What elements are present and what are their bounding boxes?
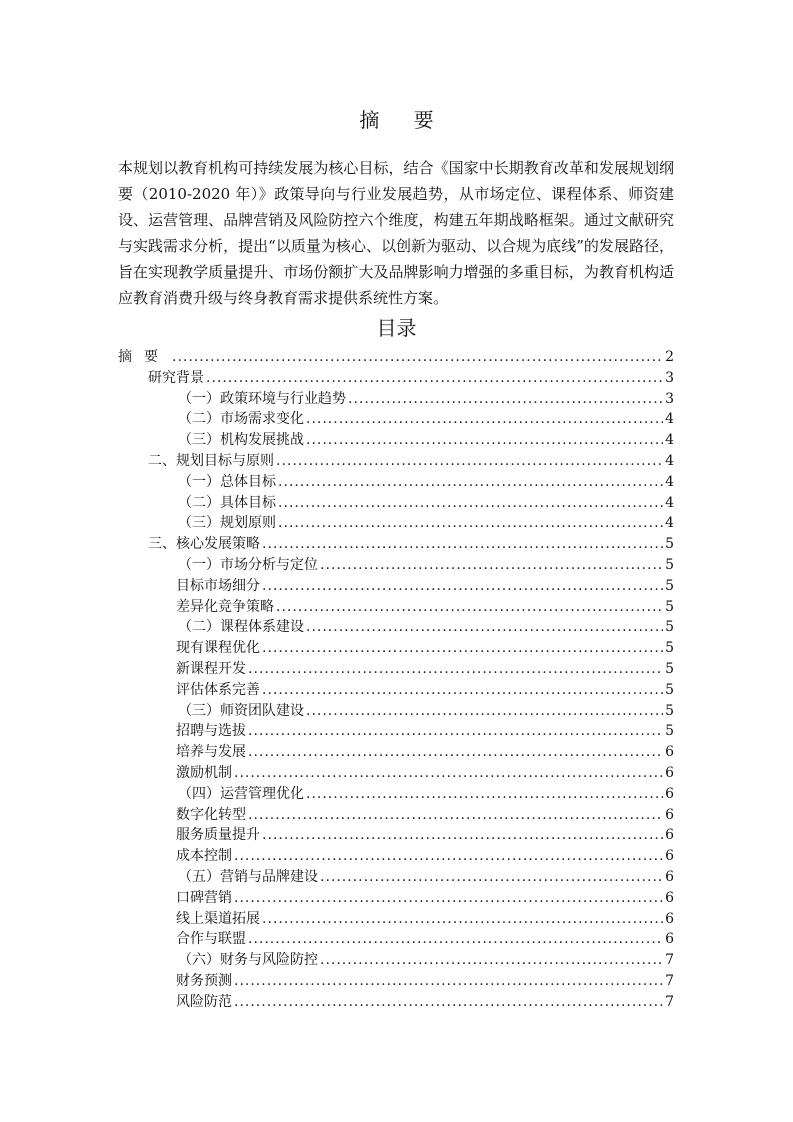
toc-entry-page: 7 (665, 993, 674, 1010)
toc-entry[interactable] (118, 992, 674, 1013)
toc-entry-page: 5 (665, 723, 674, 740)
toc-entry-label: （三）规划原则 (178, 515, 276, 532)
toc-entry[interactable] (118, 451, 674, 472)
toc-dot-leader (320, 555, 663, 576)
toc-entry-label: （二）课程体系建设 (178, 619, 304, 636)
toc-entry[interactable] (118, 909, 674, 930)
toc-entry[interactable] (118, 513, 674, 534)
toc-dot-leader (276, 597, 663, 618)
toc-entry[interactable] (118, 597, 674, 618)
toc-entry[interactable] (118, 929, 674, 950)
toc-entry[interactable] (118, 430, 674, 451)
toc-dot-leader (234, 971, 663, 992)
toc-entry-label: 培养与发展 (176, 744, 246, 761)
toc-entry-label: 评估体系完善 (176, 681, 260, 698)
toc-dot-leader (306, 617, 663, 638)
toc-dot-leader (248, 721, 663, 742)
toc-entry-page: 5 (665, 640, 674, 657)
toc-entry-label: （二）市场需求变化 (178, 411, 304, 428)
toc-entry-label: 口碑营销 (176, 889, 232, 906)
toc-dot-leader (234, 992, 663, 1013)
toc-entry[interactable] (118, 638, 674, 659)
toc-entry-page: 5 (665, 660, 674, 677)
toc-entry-page: 4 (665, 494, 674, 511)
toc-dot-leader (248, 805, 663, 826)
toc-dot-leader (320, 950, 663, 971)
toc-entry-page: 7 (665, 972, 674, 989)
toc-entry-label: 成本控制 (176, 848, 232, 865)
toc-entry-page: 4 (665, 452, 674, 469)
toc-dot-leader (234, 846, 663, 867)
toc-dot-leader (278, 493, 663, 514)
toc-entry-page: 5 (665, 556, 674, 573)
toc-entry[interactable] (118, 555, 674, 576)
toc-entry[interactable] (118, 721, 674, 742)
toc-dot-leader (248, 659, 663, 680)
toc-entry-label: 目标市场细分 (176, 577, 260, 594)
toc-entry[interactable] (118, 534, 674, 555)
toc-entry[interactable] (118, 867, 674, 888)
toc-entry-label: （三）师资团队建设 (178, 702, 304, 719)
toc-entry[interactable] (118, 493, 674, 514)
toc-entry-label: 服务质量提升 (176, 827, 260, 844)
toc-dot-leader (262, 825, 663, 846)
toc-entry[interactable] (118, 742, 674, 763)
toc-entry-label: 三、核心发展策略 (148, 536, 260, 553)
toc-dot-leader (306, 784, 663, 805)
toc-dot-leader (278, 513, 663, 534)
toc-entry[interactable] (118, 825, 674, 846)
toc-entry-label: 风险防范 (176, 993, 232, 1010)
abstract-body: 本规划以教育机构可持续发展为核心目标，结合《国家中长期教育改革和发展规划纲要（2010-2020 年）》政策导向与行业发展趋势，从市场定位、课程体系、师资建设、运营管理、品牌营销及风险防控六个维度，构建五年期战略框架。通过文献研究与实践需求分析，提出“以质量为核心、以创新为驱动、以合规为底线”的发展路径，旨在实现教学质量提升、市场份额扩大及品牌影响力增强的多重目标，为教育机构适应教育消费升级与终身教育需求提供系统性方案。 (118, 159, 674, 307)
toc-entry-page: 6 (665, 827, 674, 844)
toc-dot-leader (172, 347, 663, 368)
toc-entry[interactable] (118, 472, 674, 493)
toc-entry[interactable] (118, 368, 674, 389)
toc-entry-label: （二）具体目标 (178, 494, 276, 511)
toc-entry-label: 现有课程优化 (176, 640, 260, 657)
toc-entry-label: （四）运营管理优化 (178, 785, 304, 802)
toc-entry-label: 激励机制 (176, 764, 232, 781)
toc-dot-leader (278, 472, 663, 493)
toc-entry-label: （六）财务与风险防控 (178, 952, 318, 969)
toc-entry-page: 3 (665, 369, 674, 386)
abstract-title: 摘 要 (359, 108, 448, 132)
toc-entry-page: 6 (665, 931, 674, 948)
toc-entry-label: （三）机构发展挑战 (178, 432, 304, 449)
toc-entry-label: 数字化转型 (176, 806, 246, 823)
toc-entry-page: 7 (665, 952, 674, 969)
toc-entry-page: 6 (665, 868, 674, 885)
toc-dot-leader (262, 680, 663, 701)
toc-entry[interactable] (118, 659, 674, 680)
toc-entry[interactable] (118, 347, 674, 368)
toc-dot-leader (262, 909, 663, 930)
toc-entry-label: 线上渠道拓展 (176, 910, 260, 927)
toc-entry-label: 二、规划目标与原则 (148, 452, 274, 469)
toc-dot-leader (248, 742, 663, 763)
toc-dot-leader (348, 389, 663, 410)
toc-entry-label: 摘要 (118, 349, 170, 365)
toc-entry[interactable] (118, 617, 674, 638)
toc-title: 目录 (376, 316, 417, 340)
toc-entry-page: 4 (665, 411, 674, 428)
toc-dot-leader (248, 929, 663, 950)
table-of-contents (118, 347, 674, 1013)
toc-dot-leader (234, 888, 663, 909)
toc-entry[interactable] (118, 576, 674, 597)
toc-entry[interactable] (118, 784, 674, 805)
toc-entry-page: 4 (665, 432, 674, 449)
toc-entry[interactable] (118, 971, 674, 992)
toc-entry-label: 财务预测 (176, 972, 232, 989)
toc-entry-page: 4 (665, 473, 674, 490)
toc-entry[interactable] (118, 389, 674, 410)
toc-entry-page: 5 (665, 536, 674, 553)
toc-entry-page: 3 (665, 390, 674, 407)
toc-entry-page: 6 (665, 910, 674, 927)
toc-entry[interactable] (118, 805, 674, 826)
toc-entry-page: 6 (665, 889, 674, 906)
toc-entry[interactable] (118, 950, 674, 971)
toc-entry-label: 研究背景 (148, 369, 204, 386)
toc-entry[interactable] (118, 888, 674, 909)
toc-entry[interactable] (118, 763, 674, 784)
toc-dot-leader (306, 430, 663, 451)
toc-entry-page: 5 (665, 598, 674, 615)
toc-dot-leader (206, 368, 663, 389)
toc-dot-leader (306, 701, 663, 722)
toc-entry-page: 2 (665, 349, 674, 365)
toc-entry-label: 差异化竞争策略 (176, 598, 274, 615)
toc-entry[interactable] (118, 409, 674, 430)
toc-entry-page: 6 (665, 785, 674, 802)
toc-entry-page: 5 (665, 577, 674, 594)
toc-dot-leader (262, 534, 663, 555)
toc-entry[interactable] (118, 680, 674, 701)
toc-dot-leader (262, 576, 663, 597)
toc-entry-page: 6 (665, 764, 674, 781)
toc-entry-page: 5 (665, 619, 674, 636)
toc-entry-page: 6 (665, 806, 674, 823)
toc-entry-page: 6 (665, 744, 674, 761)
toc-dot-leader (262, 638, 663, 659)
toc-entry-page: 5 (665, 702, 674, 719)
toc-dot-leader (320, 867, 663, 888)
toc-entry[interactable] (118, 701, 674, 722)
toc-entry-label: （一）总体目标 (178, 473, 276, 490)
toc-entry-label: （五）营销与品牌建设 (178, 868, 318, 885)
toc-entry-label: （一）市场分析与定位 (178, 556, 318, 573)
toc-dot-leader (306, 409, 663, 430)
toc-dot-leader (234, 763, 663, 784)
toc-entry-label: 招聘与选拔 (176, 723, 246, 740)
toc-dot-leader (276, 451, 663, 472)
toc-entry-page: 6 (665, 848, 674, 865)
toc-entry[interactable] (118, 846, 674, 867)
toc-entry-label: 合作与联盟 (176, 931, 246, 948)
toc-entry-page: 5 (665, 681, 674, 698)
toc-entry-label: 新课程开发 (176, 660, 246, 677)
toc-entry-label: （一）政策环境与行业趋势 (178, 390, 346, 407)
toc-entry-page: 4 (665, 515, 674, 532)
